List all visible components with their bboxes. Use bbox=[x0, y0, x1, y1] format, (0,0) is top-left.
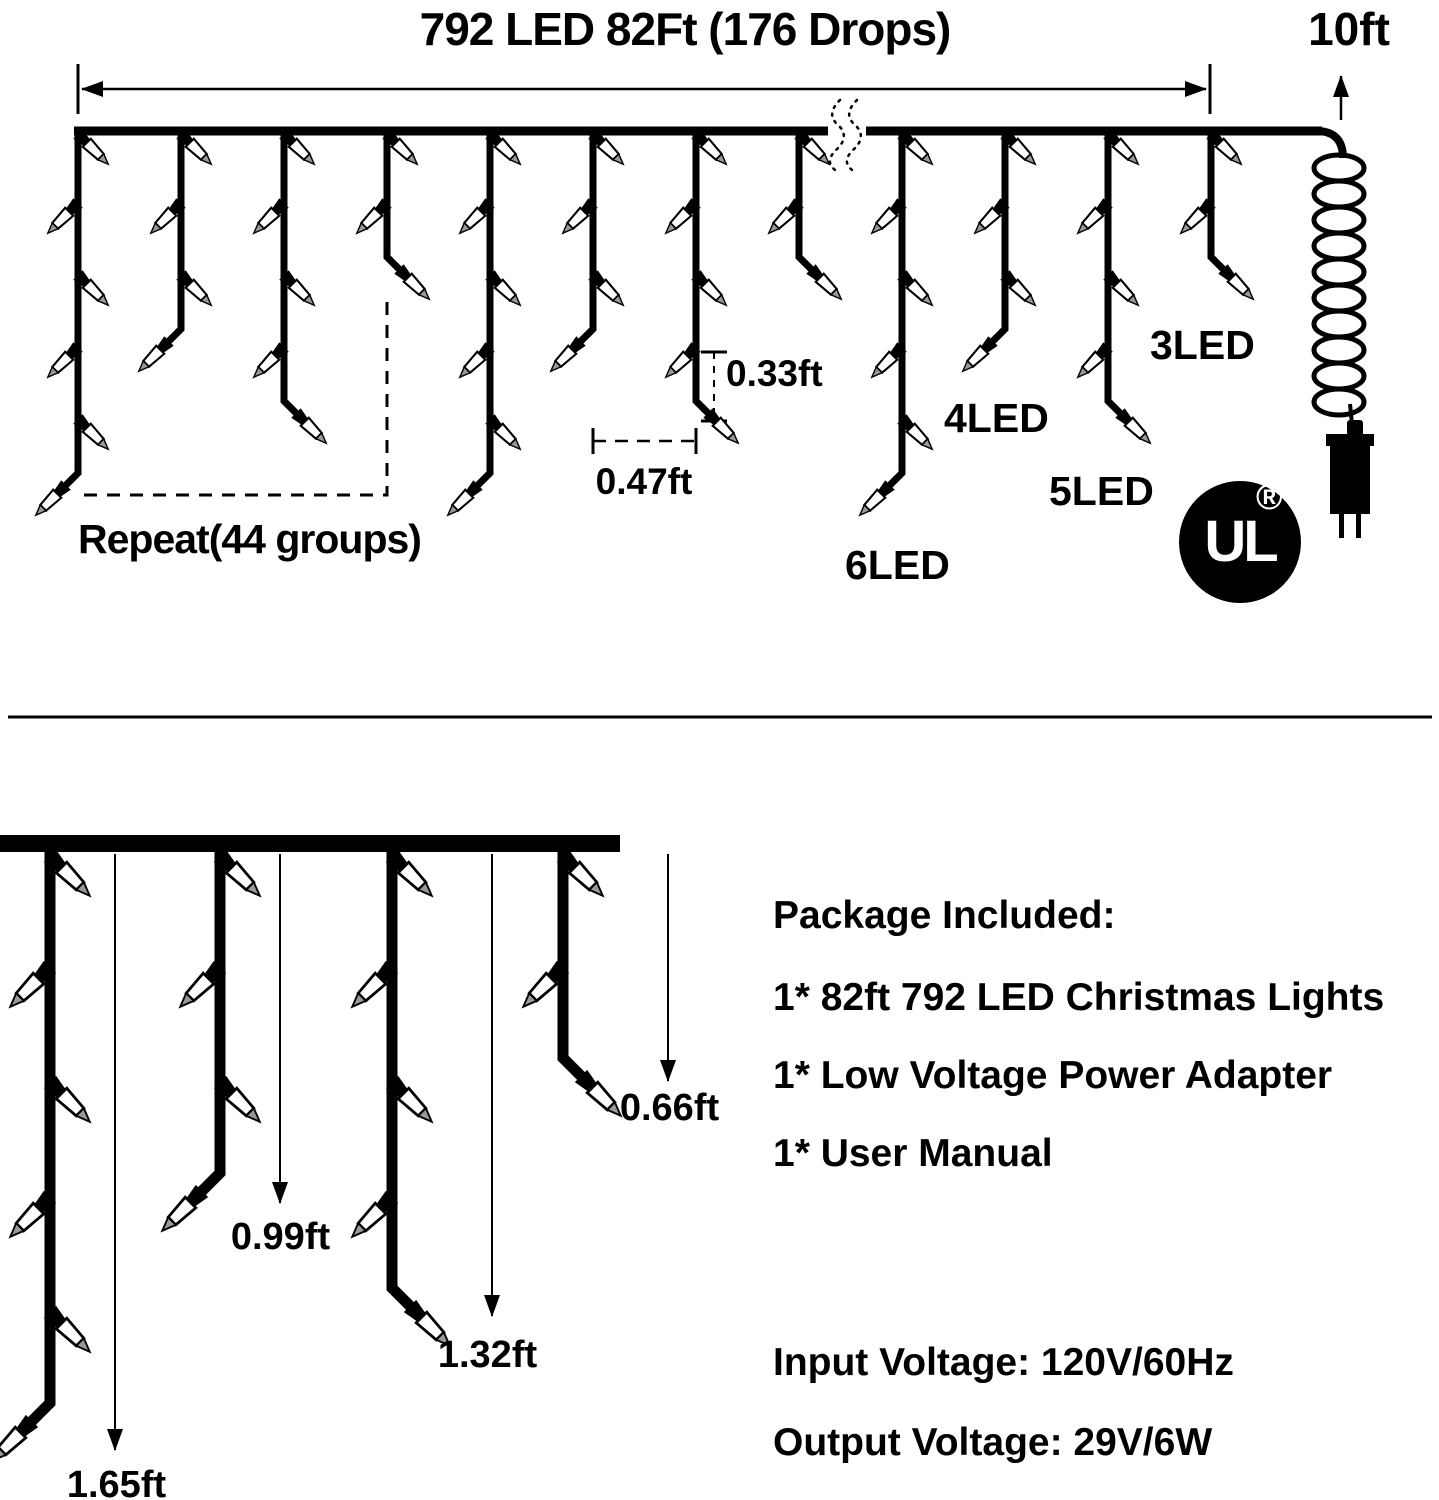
drop-wire bbox=[196, 840, 220, 1197]
drop-wire bbox=[392, 840, 416, 1312]
drop-length-3led: 0.66ft bbox=[619, 1087, 720, 1129]
led-bulb-icon bbox=[958, 336, 998, 376]
input-voltage-spec: Input Voltage: 120V/60Hz bbox=[773, 1341, 1234, 1384]
package-item-manual: 1* User Manual bbox=[773, 1132, 1053, 1175]
led-bulb-icon bbox=[291, 408, 331, 448]
led-spacing-label: 0.33ft bbox=[726, 353, 823, 394]
drop-5led-label: 5LED bbox=[1049, 468, 1154, 514]
led-bulb-icon bbox=[1115, 408, 1155, 448]
led-bulb-icon bbox=[546, 336, 586, 376]
led-bulb-icon bbox=[0, 1415, 38, 1467]
coiled-wire bbox=[1314, 155, 1364, 424]
led-bulb-icon bbox=[703, 408, 743, 448]
bottom-wire-bar bbox=[0, 835, 620, 852]
drop-wire bbox=[987, 131, 1005, 347]
drop-4led-label: 4LED bbox=[944, 395, 1049, 441]
package-item-adapter: 1* Low Voltage Power Adapter bbox=[773, 1054, 1333, 1097]
drop-length-5led: 1.32ft bbox=[437, 1334, 538, 1376]
wire-break-symbol bbox=[830, 100, 861, 170]
drop-wire bbox=[884, 131, 902, 491]
drop-spacing-measure bbox=[593, 428, 696, 454]
led-bulb-icon bbox=[806, 264, 846, 304]
drop-wire bbox=[472, 131, 490, 491]
led-bulb-icon bbox=[394, 264, 434, 304]
led-bulb-icon bbox=[31, 480, 71, 520]
package-heading: Package Included: bbox=[773, 894, 1116, 937]
drop-wire bbox=[163, 131, 181, 347]
repeat-group-dashed-box bbox=[78, 302, 387, 495]
led-bulb-icon bbox=[1218, 264, 1258, 304]
drop-spacing-label: 0.47ft bbox=[595, 461, 693, 502]
drop-3led-label: 3LED bbox=[1150, 322, 1255, 368]
led-bulb-icon bbox=[156, 1185, 208, 1237]
repeat-note: Repeat(44 groups) bbox=[78, 516, 421, 562]
package-item-lights: 1* 82ft 792 LED Christmas Lights bbox=[773, 976, 1385, 1019]
ul-registered-icon: ® bbox=[1256, 476, 1283, 517]
drop-length-4led: 0.99ft bbox=[230, 1216, 331, 1258]
lead-length-label: 10ft bbox=[1308, 3, 1390, 55]
diagram-title: 792 LED 82Ft (176 Drops) bbox=[419, 3, 951, 55]
led-bulb-icon bbox=[443, 480, 483, 520]
power-plug-icon bbox=[1326, 420, 1374, 538]
led-bulb-icon bbox=[855, 480, 895, 520]
led-bulb-icon bbox=[134, 336, 174, 376]
ul-mark-text: UL bbox=[1204, 509, 1276, 574]
drop-wire bbox=[60, 131, 78, 491]
drop-wire bbox=[26, 840, 50, 1427]
drop-wire bbox=[575, 131, 593, 347]
output-voltage-spec: Output Voltage: 29V/6W bbox=[773, 1421, 1213, 1464]
drop-length-6led: 1.65ft bbox=[66, 1464, 167, 1500]
drop-6led-label: 6LED bbox=[845, 542, 950, 588]
